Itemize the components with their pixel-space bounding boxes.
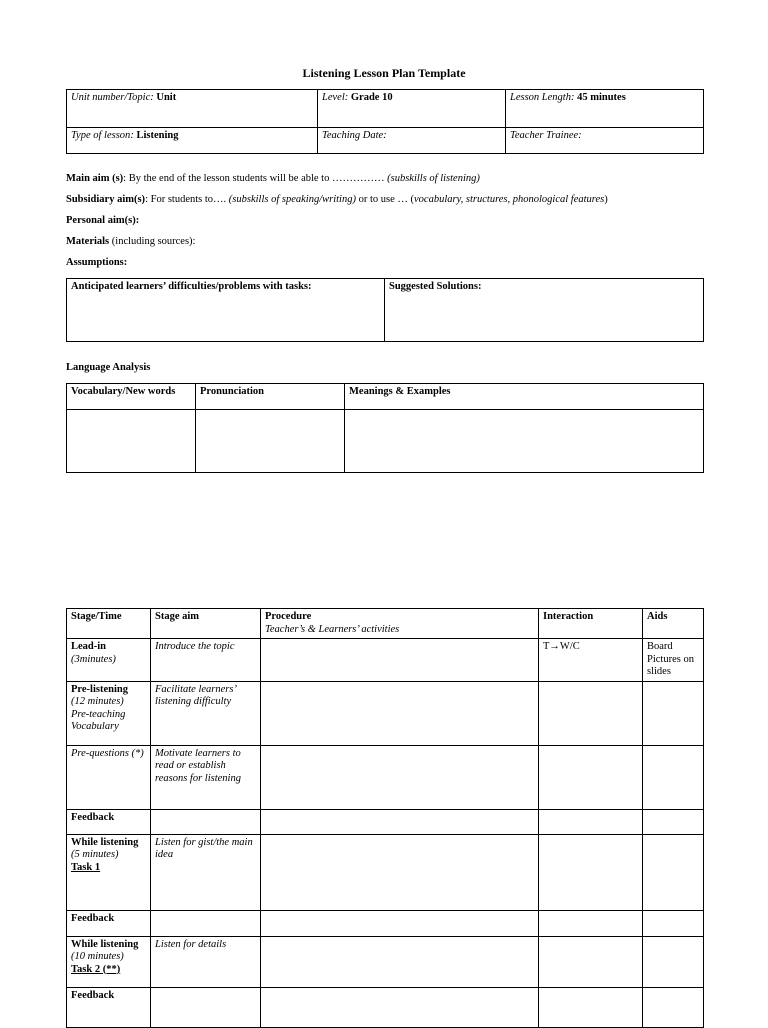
interaction-header: Interaction — [539, 609, 643, 639]
aids-cell[interactable] — [643, 987, 704, 1027]
unit-value: Unit — [156, 92, 177, 103]
stages-table — [66, 608, 704, 1028]
stage-time-header: Stage/Time — [67, 609, 151, 639]
level-value: Grade 10 — [350, 92, 393, 103]
assumptions-label: Assumptions: — [66, 257, 128, 268]
stage-cell: While listening (5 minutes) Task 1 — [67, 834, 151, 910]
materials-label: Materials — [66, 236, 110, 247]
pronunciation-cell[interactable] — [196, 410, 345, 473]
type-value: Listening — [136, 130, 179, 141]
procedure-cell[interactable] — [261, 987, 539, 1027]
table-row — [67, 936, 704, 987]
solutions-header[interactable]: Suggested Solutions: — [385, 279, 704, 342]
aids-header: Aids — [643, 609, 704, 639]
subsidiary-aim-line: Subsidiary aim(s): For students to…. (subskills of speaking/writing) or to use … (vocabulary, structures, phonological features) — [66, 194, 608, 205]
table-row — [67, 987, 704, 1027]
difficulties-header[interactable]: Anticipated learners’ difficulties/problems with tasks: — [67, 279, 385, 342]
stage-cell: Feedback — [67, 910, 151, 936]
level-label: Level: — [322, 92, 349, 103]
aim-cell[interactable] — [151, 910, 261, 936]
materials-line: Materials (including sources): — [66, 236, 196, 247]
interaction-cell[interactable] — [539, 681, 643, 745]
aids-cell[interactable] — [643, 834, 704, 910]
interaction-cell[interactable] — [539, 987, 643, 1027]
aim-cell: Facilitate learners’ listening difficulty — [151, 681, 261, 745]
main-aim-line: Main aim (s): By the end of the lesson students will be able to …………… (subskills of listening) — [66, 173, 480, 184]
aids-cell[interactable] — [643, 936, 704, 987]
procedure-cell[interactable] — [261, 910, 539, 936]
procedure-cell[interactable] — [261, 834, 539, 910]
stage-cell: Feedback — [67, 987, 151, 1027]
meanings-header: Meanings & Examples — [345, 384, 704, 410]
table-row — [67, 809, 704, 834]
aids-cell[interactable] — [643, 745, 704, 809]
document-title: Listening Lesson Plan Template — [302, 66, 466, 80]
aim-cell[interactable] — [151, 809, 261, 834]
interaction-cell: T→W/C — [539, 639, 643, 682]
subsidiary-aim-label: Subsidiary aim(s) — [66, 194, 146, 205]
procedure-cell[interactable] — [261, 745, 539, 809]
stage-cell: Feedback — [67, 809, 151, 834]
procedure-header: Procedure Teacher’s & Learners’ activities — [261, 609, 539, 639]
type-label: Type of lesson — [71, 130, 131, 141]
length-value: 45 minutes — [577, 92, 626, 103]
lesson-header-table — [66, 89, 704, 154]
aids-cell: Board Pictures on slides — [643, 639, 704, 682]
trainee-cell[interactable]: Teacher Trainee: — [506, 128, 704, 154]
aim-cell: Introduce the topic — [151, 639, 261, 682]
table-row — [67, 834, 704, 910]
type-cell[interactable]: Type of lesson: Listening — [67, 128, 318, 154]
vocabulary-cell[interactable] — [67, 410, 196, 473]
language-analysis-title: Language Analysis — [66, 362, 151, 373]
stage-aim-header: Stage aim — [151, 609, 261, 639]
procedure-cell[interactable] — [261, 936, 539, 987]
aim-cell[interactable] — [151, 987, 261, 1027]
aids-cell[interactable] — [643, 809, 704, 834]
stage-cell: While listening (10 minutes) Task 2 (**) — [67, 936, 151, 987]
table-row — [67, 639, 704, 682]
personal-aim-label: Personal aim(s): — [66, 215, 140, 226]
language-analysis-table — [66, 383, 704, 473]
aim-cell: Listen for gist/the main idea — [151, 834, 261, 910]
interaction-cell[interactable] — [539, 745, 643, 809]
interaction-cell[interactable] — [539, 809, 643, 834]
date-label: Teaching Date: — [322, 130, 387, 141]
unit-cell[interactable]: Unit number/Topic: Unit — [67, 90, 318, 128]
procedure-cell[interactable] — [261, 809, 539, 834]
procedure-cell[interactable] — [261, 639, 539, 682]
procedure-subheader: Teacher’s & Learners’ activities — [265, 623, 400, 635]
aim-cell: Motivate learners to read or establish reasons for listening — [151, 745, 261, 809]
interaction-cell[interactable] — [539, 910, 643, 936]
interaction-cell[interactable] — [539, 936, 643, 987]
length-label: Lesson Length — [510, 92, 571, 103]
meanings-cell[interactable] — [345, 410, 704, 473]
table-row — [67, 745, 704, 809]
trainee-label: Teacher Trainee — [510, 130, 579, 141]
main-aim-label: Main aim (s) — [66, 173, 124, 184]
table-row — [67, 681, 704, 745]
date-cell[interactable] — [318, 128, 506, 154]
aim-cell: Listen for details — [151, 936, 261, 987]
difficulties-table — [66, 278, 704, 342]
table-row — [67, 910, 704, 936]
pronunciation-header: Pronunciation — [196, 384, 345, 410]
stage-cell: Lead-in (3minutes) — [67, 639, 151, 682]
aids-cell[interactable] — [643, 910, 704, 936]
procedure-cell[interactable] — [261, 681, 539, 745]
stage-cell: Pre-listening (12 minutes) Pre-teaching Vocabulary — [67, 681, 151, 745]
interaction-cell[interactable] — [539, 834, 643, 910]
vocabulary-header: Vocabulary/New words — [67, 384, 196, 410]
unit-label: Unit number/Topic — [71, 92, 151, 103]
level-cell[interactable] — [318, 90, 506, 128]
length-cell[interactable]: Lesson Length: 45 minutes — [506, 90, 704, 128]
stage-cell: Pre-questions (*) — [67, 745, 151, 809]
aids-cell[interactable] — [643, 681, 704, 745]
